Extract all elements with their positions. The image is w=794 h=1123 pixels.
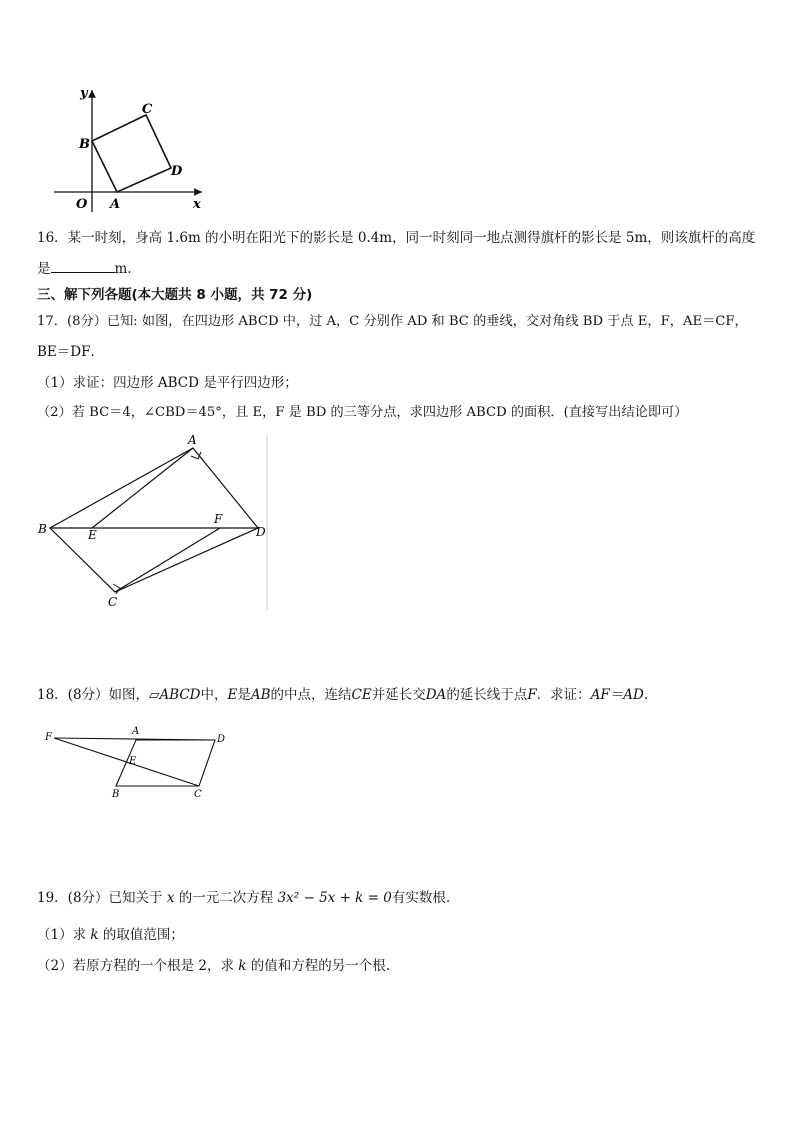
- q18-statement: [37, 685, 657, 705]
- segment-cf: [115, 528, 220, 592]
- q16-line1: [37, 228, 755, 248]
- q18-prefix: 18．(8分）如图，: [37, 687, 150, 703]
- q18-label-d: D: [217, 734, 226, 745]
- q18-label-c: C: [194, 789, 202, 800]
- q18-label-e: E: [129, 756, 137, 767]
- q18-text-4: 并延长交: [371, 687, 426, 703]
- q16-answer-prefix: 是: [37, 261, 51, 277]
- q19-suffix: 有实数根.: [391, 890, 451, 906]
- q19-var-x: x: [166, 890, 175, 906]
- q18-da: DA: [425, 687, 447, 703]
- q18-text-6: ．求证：: [536, 687, 591, 703]
- q19-part1-post: 的取值范围；: [102, 927, 184, 943]
- q19-part2-post: 的值和方程的另一个根.: [250, 958, 391, 974]
- q18-f: F: [527, 687, 537, 703]
- right-angle-mark-a: [191, 452, 201, 459]
- q17-line2: BE＝DF．: [37, 344, 104, 360]
- q19-equation: 3x² − 5x + k = 0: [277, 890, 392, 906]
- q18-ab: AB: [250, 687, 271, 703]
- q18-ce: CE: [351, 687, 372, 703]
- figure-coordinate-square: [50, 80, 220, 215]
- point-label-c: C: [142, 102, 153, 117]
- q17-part2: （2）若 BC＝4，∠CBD＝45°，且 E，F 是 BD 的三等分点，求四边形 ABCD 的面积．(直接写出结论即可）: [37, 405, 688, 420]
- q16-line2: [37, 258, 132, 279]
- q17-part1: （1）求证：四边形 ABCD 是平行四边形；: [37, 375, 298, 391]
- q17-label-d: D: [256, 525, 266, 539]
- section3-heading: 三、解下列各题(本大题共 8 小题，共 72 分): [37, 287, 313, 303]
- q19-part1: [37, 925, 184, 945]
- q19-statement: [37, 888, 450, 908]
- q19-part2-pre: （2）若原方程的一个根是 2，求: [37, 958, 234, 974]
- q18-end: ．: [643, 687, 658, 703]
- q17-label-e: E: [88, 528, 97, 542]
- q18-text-2: 是: [237, 687, 251, 703]
- q19-part1-pre: （1）求: [37, 927, 87, 943]
- q18-label-b: B: [112, 789, 120, 800]
- q18-conclusion: AF＝AD: [590, 687, 644, 703]
- square-abcd: [92, 115, 171, 192]
- q17-label-c: C: [108, 595, 118, 609]
- q17-line1: 17．(8分）已知: 如图，在四边形 ABCD 中，过 A，C 分别作 AD 和 BC 的垂线，交对角线 BD 于点 E，F，AE＝CF，: [37, 314, 748, 329]
- segment-fd: [54, 738, 215, 740]
- q17-label-b: B: [38, 522, 47, 536]
- q19-prefix: 19．(8分）已知关于: [37, 890, 163, 906]
- q18-text-1: 中，: [200, 687, 228, 703]
- q19-var-k-2: k: [238, 958, 247, 974]
- q18-text-5: 的延长线于点: [446, 687, 528, 703]
- segment-ae: [92, 448, 193, 528]
- segment-fc: [54, 738, 199, 786]
- point-label-a: A: [110, 197, 121, 212]
- q18-abcd: ABCD: [159, 687, 201, 703]
- figure-q18-parallelogram: [40, 722, 230, 802]
- q16-answer-blank[interactable]: [51, 258, 115, 273]
- q18-text-3: 的中点，连结: [270, 687, 352, 703]
- point-label-d: D: [171, 164, 183, 179]
- q18-e: E: [227, 687, 238, 703]
- q19-part2: [37, 956, 390, 976]
- x-axis-label: x: [193, 197, 201, 212]
- q19-mid: 的一元二次方程: [178, 890, 274, 906]
- q16-answer-unit: m.: [114, 261, 132, 277]
- y-axis-label: y: [80, 86, 88, 101]
- point-label-b: B: [79, 137, 90, 152]
- right-angle-mark-c: [113, 584, 120, 594]
- quadrilateral-abcd: [50, 448, 258, 592]
- q16-text: 16．某一时刻，身高 1.6m 的小明在阳光下的影长是 0.4m，同一时刻同一地点测得旗杆的影长是 5m，则该旗杆的高度: [37, 230, 756, 246]
- q18-label-f: F: [45, 732, 52, 743]
- q19-var-k: k: [90, 927, 99, 943]
- q18-parallelogram-symbol: ▱: [149, 687, 160, 703]
- q18-label-a: A: [132, 726, 140, 737]
- figure-q17-parallelogram: [30, 430, 280, 615]
- origin-label: O: [76, 197, 88, 212]
- q17-label-a: A: [188, 433, 197, 447]
- q17-label-f: F: [214, 512, 223, 526]
